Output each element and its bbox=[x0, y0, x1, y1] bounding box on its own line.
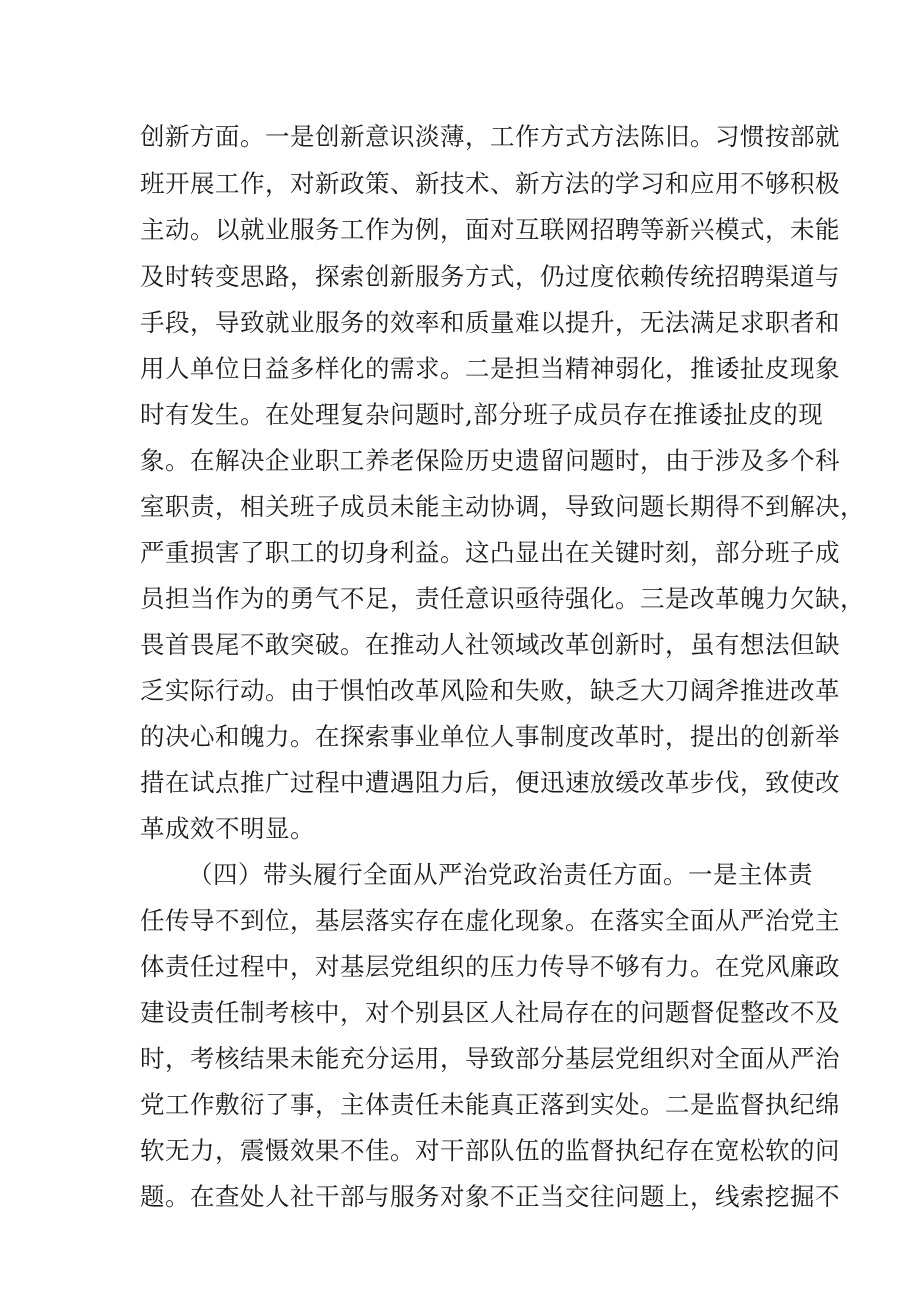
text-line: 体责任过程中，对基层党组织的压力传导不够有力。在党风廉政 bbox=[140, 952, 840, 981]
text-line: 严重损害了职工的切身利益。这凸显出在关键时刻，部分班子成 bbox=[140, 538, 840, 567]
text-line: 软无力，震慑效果不佳。对干部队伍的监督执纪存在宽松软的问 bbox=[140, 1136, 840, 1165]
text-line: 时，考核结果未能充分运用，导致部分基层党组织对全面从严治 bbox=[140, 1044, 840, 1073]
section-heading-line: （四）带头履行全面从严治党政治责任方面。一是主体责 bbox=[188, 860, 813, 889]
text-line: 手段，导致就业服务的效率和质量难以提升，无法满足求职者和 bbox=[140, 308, 840, 337]
text-line: 题。在查处人社干部与服务对象不正当交往问题上，线索挖掘不 bbox=[140, 1182, 840, 1211]
text-line: 员担当作为的勇气不足，责任意识亟待强化。三是改革魄力欠缺， bbox=[140, 584, 865, 613]
text-line: 及时转变思路，探索创新服务方式，仍过度依赖传统招聘渠道与 bbox=[140, 262, 840, 291]
text-line: 畏首畏尾不敢突破。在推动人社领域改革创新时，虽有想法但缺 bbox=[140, 630, 840, 659]
text-line: 乏实际行动。由于惧怕改革风险和失败，缺乏大刀阔斧推进改革 bbox=[140, 676, 840, 705]
text-line: 革成效不明显。 bbox=[140, 814, 315, 843]
text-line: 主动。以就业服务工作为例，面对互联网招聘等新兴模式，未能 bbox=[140, 215, 840, 244]
text-line: 建设责任制考核中，对个别县区人社局存在的问题督促整改不及 bbox=[140, 998, 840, 1027]
text-line: 时有发生。在处理复杂问题时,部分班子成员存在推诿扯皮的现 bbox=[140, 400, 824, 429]
text-line: 措在试点推广过程中遭遇阻力后，便迅速放缓改革步伐，致使改 bbox=[140, 768, 840, 797]
text-line: 创新方面。一是创新意识淡薄，工作方式方法陈旧。习惯按部就 bbox=[140, 122, 840, 151]
text-line: 任传导不到位，基层落实存在虚化现象。在落实全面从严治党主 bbox=[140, 906, 840, 935]
text-line: 用人单位日益多样化的需求。二是担当精神弱化，推诿扯皮现象 bbox=[140, 354, 840, 383]
text-line: 象。在解决企业职工养老保险历史遗留问题时，由于涉及多个科 bbox=[140, 446, 840, 475]
text-line: 室职责，相关班子成员未能主动协调，导致问题长期得不到解决， bbox=[140, 492, 865, 521]
text-line: 的决心和魄力。在探索事业单位人事制度改革时，提出的创新举 bbox=[140, 722, 840, 751]
text-line: 班开展工作，对新政策、新技术、新方法的学习和应用不够积极 bbox=[140, 169, 840, 198]
text-line: 党工作敷衍了事，主体责任未能真正落到实处。二是监督执纪绵 bbox=[140, 1090, 840, 1119]
